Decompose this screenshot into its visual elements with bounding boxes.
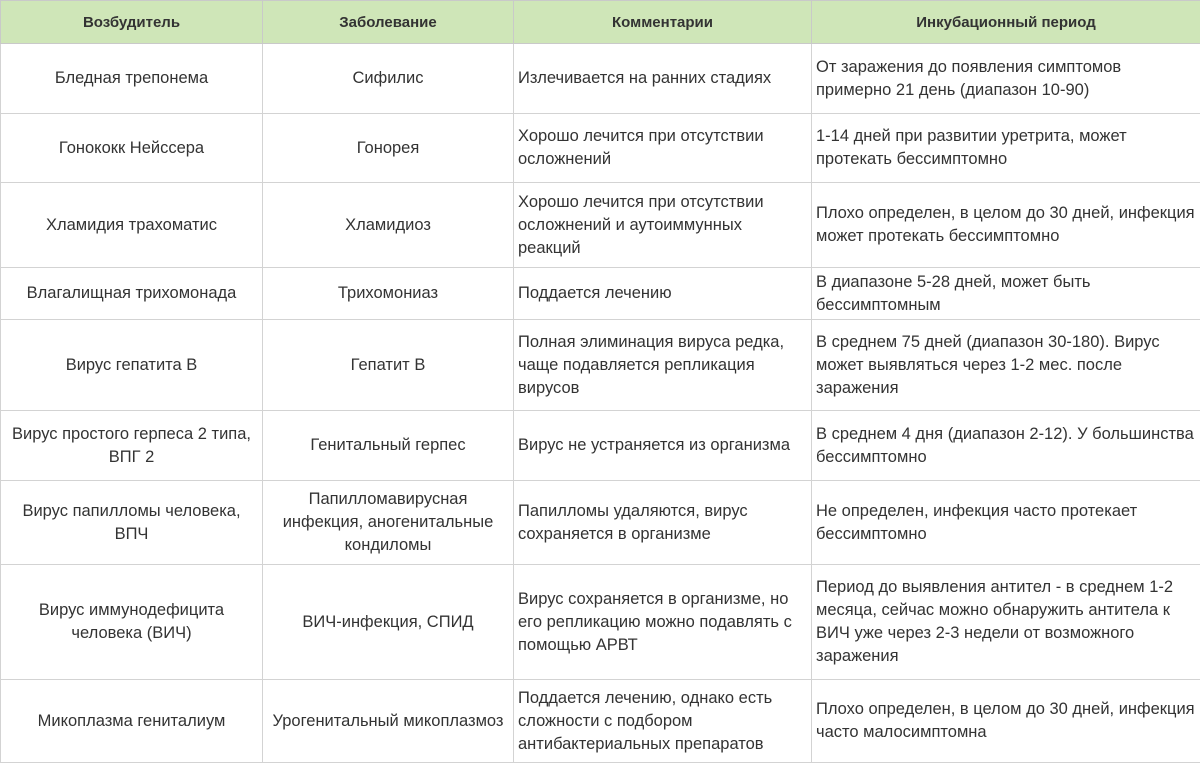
cell-pathogen: Вирус гепатита B — [1, 320, 263, 411]
cell-incubation: От заражения до появления симптомов примерно 21 день (диапазон 10-90) — [812, 44, 1200, 114]
cell-disease: Урогенитальный микоплазмоз — [263, 680, 514, 763]
cell-pathogen: Вирус иммунодефицита человека (ВИЧ) — [1, 565, 263, 680]
cell-comment: Папилломы удаляются, вирус сохраняется в организме — [514, 481, 812, 565]
cell-disease: Трихомониаз — [263, 268, 514, 320]
cell-disease: Генитальный герпес — [263, 411, 514, 481]
table-row — [1, 680, 1200, 763]
cell-comment: Поддается лечению — [514, 268, 812, 320]
cell-incubation: В диапазоне 5-28 дней, может быть бессимптомным — [812, 268, 1200, 320]
cell-comment: Полная элиминация вируса редка, чаще подавляется репликация вирусов — [514, 320, 812, 411]
table-row — [1, 114, 1200, 183]
header-disease: Заболевание — [263, 1, 514, 44]
cell-incubation: Период до выявления антител - в среднем 1-2 месяца, сейчас можно обнаружить антитела к ВИЧ уже через 2-3 недели от возможного заражения — [812, 565, 1200, 680]
cell-comment: Вирус не устраняется из организма — [514, 411, 812, 481]
cell-pathogen: Хламидия трахоматис — [1, 183, 263, 268]
cell-comment: Излечивается на ранних стадиях — [514, 44, 812, 114]
cell-disease: ВИЧ-инфекция, СПИД — [263, 565, 514, 680]
cell-disease: Гонорея — [263, 114, 514, 183]
cell-pathogen: Гонококк Нейссера — [1, 114, 263, 183]
cell-incubation: 1-14 дней при развитии уретрита, может протекать бессимптомно — [812, 114, 1200, 183]
table-row — [1, 320, 1200, 411]
table-row — [1, 565, 1200, 680]
table-row — [1, 481, 1200, 565]
cell-disease: Гепатит B — [263, 320, 514, 411]
cell-comment: Вирус сохраняется в организме, но его репликацию можно подавлять с помощью АРВТ — [514, 565, 812, 680]
table-row — [1, 44, 1200, 114]
table-row — [1, 411, 1200, 481]
cell-incubation: Не определен, инфекция часто протекает бессимптомно — [812, 481, 1200, 565]
cell-comment: Поддается лечению, однако есть сложности с подбором антибактериальных препаратов — [514, 680, 812, 763]
cell-comment: Хорошо лечится при отсутствии осложнений и аутоиммунных реакций — [514, 183, 812, 268]
header-pathogen: Возбудитель — [1, 1, 263, 44]
cell-comment: Хорошо лечится при отсутствии осложнений — [514, 114, 812, 183]
cell-incubation: В среднем 75 дней (диапазон 30-180). Вирус может выявляться через 1-2 мес. после заражения — [812, 320, 1200, 411]
table-row — [1, 268, 1200, 320]
header-row — [1, 1, 1200, 44]
table-row — [1, 183, 1200, 268]
cell-incubation: Плохо определен, в целом до 30 дней, инфекция часто малосимптомна — [812, 680, 1200, 763]
header-incubation: Инкубационный период — [812, 1, 1200, 44]
cell-incubation: Плохо определен, в целом до 30 дней, инфекция может протекать бессимптомно — [812, 183, 1200, 268]
cell-disease: Папилломавирусная инфекция, аногенитальные кондиломы — [263, 481, 514, 565]
cell-disease: Хламидиоз — [263, 183, 514, 268]
cell-pathogen: Вирус папилломы человека, ВПЧ — [1, 481, 263, 565]
cell-pathogen: Бледная трепонема — [1, 44, 263, 114]
cell-pathogen: Влагалищная трихомонада — [1, 268, 263, 320]
cell-incubation: В среднем 4 дня (диапазон 2-12). У большинства бессимптомно — [812, 411, 1200, 481]
cell-pathogen: Вирус простого герпеса 2 типа, ВПГ 2 — [1, 411, 263, 481]
cell-disease: Сифилис — [263, 44, 514, 114]
cell-pathogen: Микоплазма гениталиум — [1, 680, 263, 763]
header-comment: Комментарии — [514, 1, 812, 44]
